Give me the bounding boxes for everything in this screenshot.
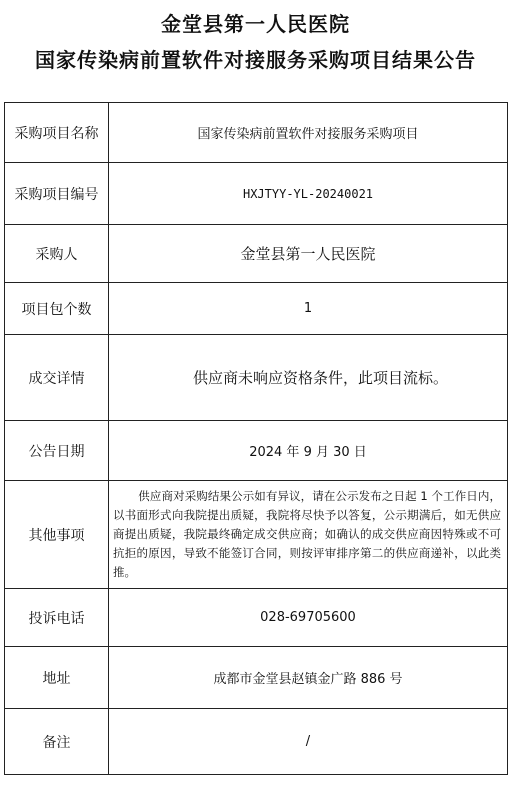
table-row-address (5, 647, 508, 709)
label-remarks: 备注 (5, 709, 109, 775)
label-package-count: 项目包个数 (5, 283, 109, 335)
label-deal-details: 成交详情 (5, 335, 109, 421)
value-purchaser: 金堂县第一人民医院 (109, 225, 508, 283)
label-project-number: 采购项目编号 (5, 163, 109, 225)
announcement-title: 国家传染病前置软件对接服务采购项目结果公告 (35, 48, 476, 72)
value-complaint-phone: 028-69705600 (109, 589, 508, 647)
table-row-purchaser (5, 225, 508, 283)
label-address: 地址 (5, 647, 109, 709)
value-remarks: / (109, 709, 508, 775)
value-address: 成都市金堂县赵镇金广路 886 号 (109, 647, 508, 709)
value-announce-date: 2024 年 9 月 30 日 (109, 421, 508, 481)
value-deal-details: 供应商未响应资格条件，此项目流标。 (109, 335, 508, 421)
table-row-project-number (5, 163, 508, 225)
value-project-name: 国家传染病前置软件对接服务采购项目 (109, 103, 508, 163)
result-announcement-table (4, 102, 508, 775)
label-announce-date: 公告日期 (5, 421, 109, 481)
table-row-package-count (5, 283, 508, 335)
label-purchaser: 采购人 (5, 225, 109, 283)
table-row-remarks (5, 709, 508, 775)
table-row-complaint-phone (5, 589, 508, 647)
label-other-matters: 其他事项 (5, 481, 109, 589)
hospital-name-heading: 金堂县第一人民医院 (161, 12, 350, 36)
table-row-project-name (5, 103, 508, 163)
label-project-name: 采购项目名称 (5, 103, 109, 163)
table-row-deal-details (5, 335, 508, 421)
label-complaint-phone: 投诉电话 (5, 589, 109, 647)
value-project-number: HXJTYY-YL-20240021 (109, 163, 508, 225)
value-other-matters: 供应商对采购结果公示如有异议，请在公示发布之日起 1 个工作日内，以书面形式向我院提出质疑，我院将尽快予以答复，公示期满后，如无供应商提出质疑，我院最终确定成交供应商；如确认的成交供应商因特殊或不可抗拒的原因，导致不能签订合同，则按评审排序第二的供应商递补，以此类推。 (109, 481, 508, 589)
table-row-announce-date (5, 421, 508, 481)
table-row-other-matters (5, 481, 508, 589)
value-package-count: 1 (109, 283, 508, 335)
